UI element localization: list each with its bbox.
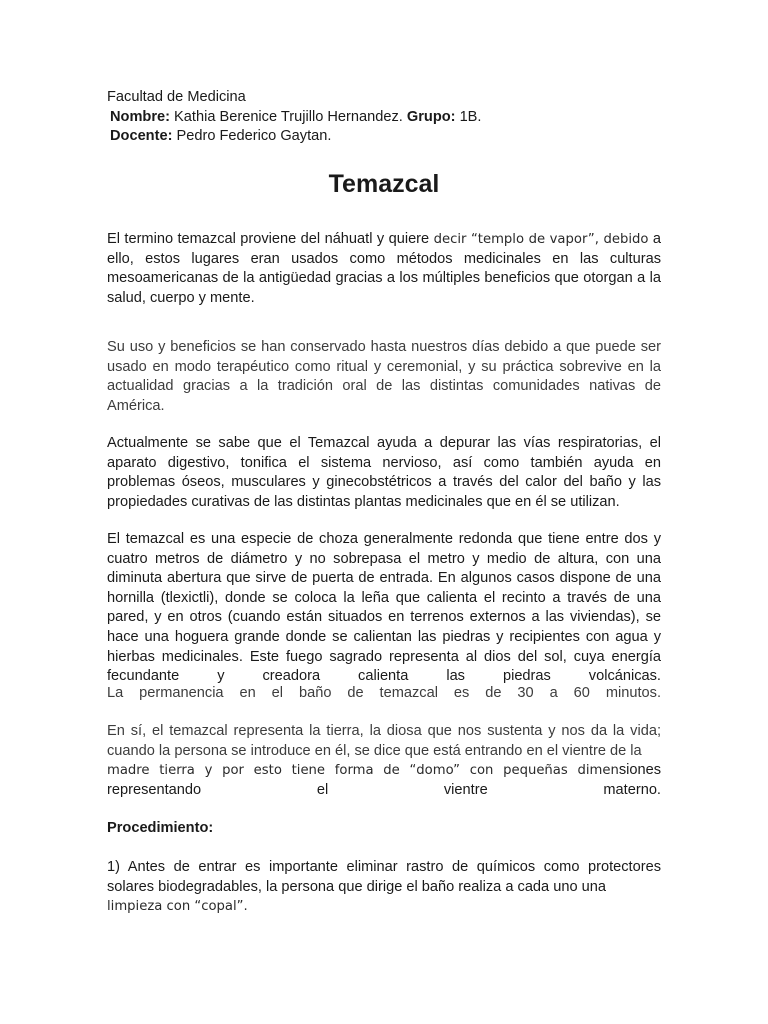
teacher-line [107, 127, 661, 147]
paragraph-symbolism-alt: madre tierra y por esto tiene forma de “domo” con pequeñas dimen [107, 763, 619, 778]
group-label: Grupo: [406, 108, 456, 125]
paragraph-intro-part1: El termino temazcal proviene del náhuatl y quiere [107, 231, 434, 247]
teacher-value: Pedro Federico Gaytan. [172, 128, 332, 144]
name-label: Nombre: [110, 108, 170, 125]
paragraph-intro-part2: decir “templo de vapor”, debido [433, 232, 649, 247]
faculty-line [107, 88, 661, 108]
paragraph-uses: Su uso y beneficios se han conservado hasta nuestros días debido a que puede ser usado en modo terapéutico como ritual y ceremonial, y su práctica sobrevive en la actualidad gracias a la tradición oral de las distintas comunidades nativas de América. [107, 339, 661, 414]
paragraph-benefits: Actualmente se sabe que el Temazcal ayuda a depurar las vías respiratorias, el aparato digestivo, tonifica el sistema nervioso, así como también ayuda en problemas óseos, musculares y ginecobstétricos a través del calor del baño y las propiedades curativas de las distintas plantas medicinales que en él se utilizan. [107, 435, 661, 510]
paragraph-description: El temazcal es una especie de choza generalmente redonda que tiene entre dos y cuatro metros de diámetro y no sobrepasa el metro y medio de altura, con una diminuta abertura que sirve de puerta de entrada. En algunos casos dispone de una hornilla (tlexictli), donde se coloca la leña que calienta el recinto a través de una pared, y en otros (cuando están situados en terrenos externos a las viviendas), se hace una hoguera grande donde se calientan las piedras y recipientes con agua y hierbas medicinales. Este fuego sagrado representa al dios del sol, cuya energía fecundante y creadora calienta las piedras volcánicas. [107, 531, 661, 685]
procedure-step-1: 1) Antes de entrar es importante eliminar rastro de químicos como protectores solares biodegradables, la persona que dirige el baño realiza a cada uno una [107, 859, 661, 895]
teacher-label: Docente: [110, 128, 173, 144]
group-value: 1B. [455, 108, 482, 125]
student-line [107, 108, 661, 128]
paragraph-intro [107, 230, 661, 308]
document-page [107, 88, 661, 914]
name-value: Kathia Berenice Trujillo Hernandez. [170, 108, 407, 125]
paragraph-duration: La permanencia en el baño de temazcal es de 30 a 60 minutos. [107, 685, 661, 701]
paragraph-symbolism-tail: siones representando el vientre materno. [107, 762, 661, 798]
paragraph-intro-part3: a ello, estos lugares eran usados como métodos medicinales en las culturas mesoamericanas de la antigüedad gracias a los múltiples beneficios que otorgan a la salud, cuerpo y mente. [107, 231, 661, 306]
procedure-heading: Procedimiento: [107, 820, 214, 836]
paragraph-symbolism: En sí, el temazcal representa la tierra, la diosa que nos sustenta y nos da la vida; cuando la persona se introduce en él, se dice que está entrando en el vientre de la [107, 723, 661, 759]
paragraph-symbolism-end [107, 761, 661, 800]
faculty-name: Facultad de Medicina [107, 89, 246, 105]
procedure-step-1-end: limpieza con “copal”. [107, 899, 248, 914]
document-title: Temazcal [328, 170, 440, 198]
